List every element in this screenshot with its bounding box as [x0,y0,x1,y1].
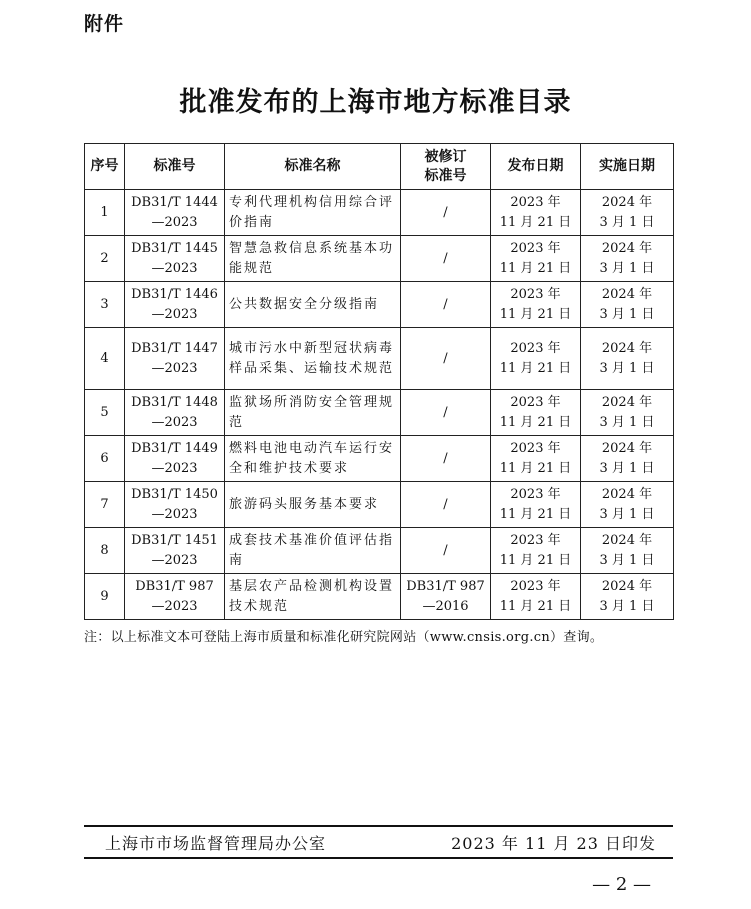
cell-code-line1: DB31/T 1445 [131,240,218,256]
cell-effective-date [581,436,674,482]
header-revised-line2: 标准号 [424,167,467,184]
cell-revised [401,574,491,620]
cell-code [125,282,225,328]
cell-seq [85,574,125,620]
cell-revised-line1: / [443,404,448,420]
table-row [85,436,674,482]
cell-effective-line1: 2024 年 [601,394,653,410]
cell-effective-line1: 2024 年 [601,578,653,594]
cell-revised-line1: / [443,542,448,558]
table-row [85,328,674,390]
cell-code-line1: DB31/T 1446 [131,286,218,302]
cell-effective-line1: 2024 年 [601,340,653,356]
cell-code-line1: DB31/T 1451 [131,532,218,548]
cell-revised-line1: / [443,450,448,466]
cell-seq-text: 7 [100,496,109,512]
cell-code-line1: DB31/T 1448 [131,394,218,410]
cell-seq [85,390,125,436]
cell-effective-line2: 3 月 1 日 [599,260,655,276]
cell-seq-text: 1 [100,204,109,220]
cell-publish-date [491,436,581,482]
cell-name-text: 公共数据安全分级指南 [229,296,380,312]
cell-effective-line2: 3 月 1 日 [599,552,655,568]
cell-effective-date [581,528,674,574]
cell-name-text: 专利代理机构信用综合评价指南 [229,194,395,230]
cell-name [225,328,401,390]
cell-name-text: 监狱场所消防安全管理规范 [229,394,395,430]
cell-revised-line1: / [443,204,448,220]
cell-publish-line2: 11 月 21 日 [499,306,572,322]
cell-name [225,282,401,328]
cell-effective-line2: 3 月 1 日 [599,506,655,522]
cell-effective-line1: 2024 年 [601,194,653,210]
cell-revised-line1: DB31/T 987 [406,578,485,594]
cell-name [225,574,401,620]
cell-revised-line1: / [443,296,448,312]
cell-revised [401,236,491,282]
cell-name [225,528,401,574]
cell-publish-line1: 2023 年 [510,532,561,548]
table-row [85,282,674,328]
cell-effective-date [581,282,674,328]
cell-revised [401,282,491,328]
cell-revised-line1: / [443,350,448,366]
attachment-label: 附件 [84,13,125,35]
cell-effective-date [581,190,674,236]
table-row [85,390,674,436]
cell-publish-line2: 11 月 21 日 [499,214,572,230]
cell-effective-date [581,236,674,282]
table-header-row [85,144,674,190]
cell-effective-line1: 2024 年 [601,240,653,256]
cell-name [225,436,401,482]
document-title: 批准发布的上海市地方标准目录 [179,87,572,118]
cell-publish-line1: 2023 年 [510,440,561,456]
cell-seq-text: 9 [100,588,109,604]
table-row [85,190,674,236]
cell-effective-date [581,328,674,390]
cell-code-line2: —2023 [151,460,198,476]
cell-seq [85,436,125,482]
cell-seq-text: 3 [100,296,109,312]
cell-code [125,528,225,574]
cell-revised [401,436,491,482]
cell-publish-line1: 2023 年 [510,340,561,356]
cell-seq-text: 5 [100,404,109,420]
cell-code [125,236,225,282]
cell-name [225,236,401,282]
cell-code-line1: DB31/T 1450 [131,486,218,502]
cell-name [225,482,401,528]
cell-publish-date [491,328,581,390]
cell-effective-line2: 3 月 1 日 [599,306,655,322]
cell-publish-line1: 2023 年 [510,486,561,502]
cell-effective-line2: 3 月 1 日 [599,360,655,376]
cell-effective-line2: 3 月 1 日 [599,460,655,476]
header-code: 标准号 [125,144,225,190]
cell-name-text: 城市污水中新型冠状病毒样品采集、运输技术规范 [229,340,395,376]
cell-publish-line1: 2023 年 [510,286,561,302]
cell-seq [85,190,125,236]
header-effective-date: 实施日期 [581,144,674,190]
cell-code-line2: —2023 [151,598,198,614]
cell-seq-text: 4 [100,350,109,366]
cell-seq [85,482,125,528]
table-row [85,574,674,620]
cell-name-text: 智慧急救信息系统基本功能规范 [229,240,395,276]
header-name: 标准名称 [225,144,401,190]
cell-publish-date [491,574,581,620]
cell-effective-line1: 2024 年 [601,440,653,456]
header-publish-date: 发布日期 [491,144,581,190]
cell-code-line2: —2023 [151,260,198,276]
table-row [85,528,674,574]
cell-publish-date [491,190,581,236]
cell-effective-line1: 2024 年 [601,532,653,548]
cell-publish-line2: 11 月 21 日 [499,360,572,376]
cell-publish-date [491,528,581,574]
cell-effective-line1: 2024 年 [601,286,653,302]
cell-name-text: 基层农产品检测机构设置技术规范 [229,578,395,614]
table-row [85,482,674,528]
cell-publish-line1: 2023 年 [510,240,561,256]
cell-name [225,190,401,236]
cell-seq [85,236,125,282]
cell-revised [401,190,491,236]
cell-code [125,574,225,620]
cell-code-line2: —2023 [151,306,198,322]
cell-name-text: 成套技术基准价值评估指南 [229,532,395,568]
cell-effective-line2: 3 月 1 日 [599,598,655,614]
cell-publish-line2: 11 月 21 日 [499,460,572,476]
cell-revised-line2: —2016 [422,598,469,614]
cell-code [125,436,225,482]
cell-seq-text: 8 [100,542,109,558]
cell-code [125,482,225,528]
cell-code-line2: —2023 [151,414,198,430]
standards-table [84,143,674,620]
table-row [85,236,674,282]
cell-publish-date [491,482,581,528]
cell-publish-line2: 11 月 21 日 [499,506,572,522]
header-revised-line1: 被修订 [424,148,467,165]
cell-revised-line1: / [443,250,448,266]
cell-publish-date [491,236,581,282]
cell-code [125,390,225,436]
cell-code [125,328,225,390]
cell-publish-line1: 2023 年 [510,394,561,410]
footer-top-rule [84,825,673,827]
cell-revised [401,482,491,528]
footer-issuer: 上海市市场监督管理局办公室 [105,834,327,853]
cell-name-text: 旅游码头服务基本要求 [229,496,380,512]
cell-name [225,390,401,436]
cell-code-line2: —2023 [151,214,198,230]
cell-revised-line1: / [443,496,448,512]
cell-code-line2: —2023 [151,506,198,522]
footer-bottom-rule [84,857,673,859]
cell-publish-line2: 11 月 21 日 [499,260,572,276]
footer-issue-date: 2023 年 11 月 23 日印发 [451,834,656,853]
cell-seq [85,282,125,328]
footnote: 注：以上标准文本可登陆上海市质量和标准化研究院网站（www.cnsis.org.cn）查询。 [84,630,604,645]
cell-code-line1: DB31/T 987 [135,578,214,594]
cell-publish-line2: 11 月 21 日 [499,414,572,430]
cell-code-line2: —2023 [151,360,198,376]
cell-effective-date [581,390,674,436]
cell-code-line1: DB31/T 1447 [131,340,218,356]
cell-effective-line1: 2024 年 [601,486,653,502]
cell-code-line1: DB31/T 1449 [131,440,218,456]
header-seq: 序号 [85,144,125,190]
cell-seq [85,528,125,574]
cell-seq-text: 2 [100,250,109,266]
cell-seq [85,328,125,390]
page-number: — 2 — [592,874,651,895]
cell-effective-date [581,482,674,528]
header-revised [401,144,491,190]
cell-revised [401,528,491,574]
cell-publish-line2: 11 月 21 日 [499,598,572,614]
cell-revised [401,328,491,390]
cell-publish-line1: 2023 年 [510,194,561,210]
cell-code [125,190,225,236]
cell-code-line2: —2023 [151,552,198,568]
cell-revised [401,390,491,436]
cell-publish-date [491,390,581,436]
cell-code-line1: DB31/T 1444 [131,194,218,210]
cell-effective-line2: 3 月 1 日 [599,214,655,230]
cell-publish-date [491,282,581,328]
cell-effective-line2: 3 月 1 日 [599,414,655,430]
cell-publish-line1: 2023 年 [510,578,561,594]
cell-name-text: 燃料电池电动汽车运行安全和维护技术要求 [229,440,395,476]
cell-publish-line2: 11 月 21 日 [499,552,572,568]
cell-seq-text: 6 [100,450,109,466]
cell-effective-date [581,574,674,620]
